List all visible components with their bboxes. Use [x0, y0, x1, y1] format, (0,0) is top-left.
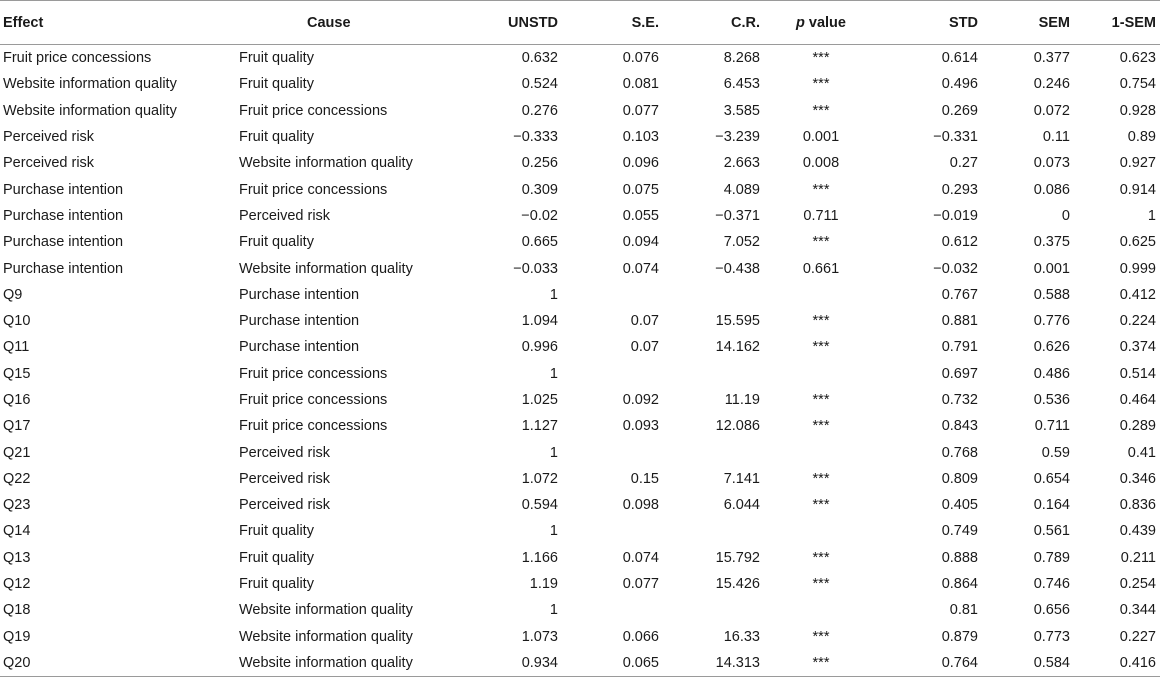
- cell-unstd: 1: [549, 523, 558, 540]
- cell-std: 0.764: [880, 650, 980, 677]
- cell-se: 0.093: [622, 418, 659, 435]
- cell-unstd: 1.094: [521, 313, 558, 330]
- cell-unstd: 0.256: [521, 155, 558, 172]
- cell-cr: 15.595: [715, 313, 760, 330]
- cell-std: 0.888: [941, 549, 978, 566]
- cell-cause: Purchase intention: [239, 313, 360, 330]
- cell-cause: Perceived risk: [239, 444, 331, 461]
- cell-effect: Q21: [3, 444, 31, 461]
- table-row: [0, 203, 1160, 229]
- cell-se: [560, 282, 661, 308]
- cell-one-minus-sem: 0.211: [1120, 549, 1156, 566]
- cell-p-value: ***: [812, 470, 830, 487]
- cell-p-value: 0.661: [802, 260, 840, 277]
- cell-std: 0.732: [941, 392, 978, 408]
- cell-cause: Purchase intention: [239, 339, 360, 356]
- cell-one-minus-sem: 0.412: [1119, 286, 1156, 303]
- cell-sem: 0.789: [1033, 549, 1070, 566]
- cell-p-value: ***: [812, 418, 830, 435]
- cell-std: 0.405: [941, 497, 978, 514]
- cell-sem: 0.656: [1033, 602, 1070, 619]
- cell-sem: 0.776: [1033, 313, 1070, 330]
- cell-p-value: 0.711: [803, 207, 839, 224]
- table-row: [0, 229, 1160, 255]
- cell-se: 0.074: [622, 549, 659, 566]
- cell-cause: Perceived risk: [239, 470, 331, 487]
- cell-sem: 0.072: [1033, 102, 1070, 119]
- cell-one-minus-sem: 0.439: [1119, 523, 1156, 540]
- cell-p-value: [762, 597, 880, 623]
- cell-se: 0.075: [622, 181, 659, 198]
- cell-cr: −0.438: [715, 260, 760, 277]
- cell-p-value: 0.001: [802, 129, 840, 146]
- cell-effect: Q17: [3, 418, 31, 435]
- cell-sem: 0.654: [1033, 470, 1070, 487]
- cell-se: 0.077: [622, 576, 659, 593]
- cell-effect: Q13: [3, 549, 31, 566]
- cell-cr: 3.585: [723, 102, 760, 119]
- cell-one-minus-sem: 0.836: [1119, 497, 1156, 514]
- cell-se: 0.076: [622, 50, 659, 67]
- cell-p-value: ***: [812, 313, 830, 330]
- cell-std: 0.293: [941, 181, 978, 198]
- cell-effect: Perceived risk: [3, 155, 95, 172]
- cell-effect: Q12: [3, 576, 31, 593]
- cell-one-minus-sem: 0.41: [1127, 444, 1156, 461]
- cell-p-value: ***: [812, 576, 830, 593]
- cell-effect: Q11: [3, 339, 30, 356]
- cell-se: 0.065: [560, 650, 661, 677]
- cell-unstd: −0.02: [521, 207, 558, 224]
- cell-cr: 15.792: [715, 549, 760, 566]
- cell-cause: Fruit quality: [239, 523, 314, 540]
- cell-p-value: ***: [812, 102, 830, 119]
- cell-one-minus-sem: 0.224: [1119, 313, 1156, 330]
- cell-se: [560, 361, 661, 387]
- cell-effect: Q9: [3, 286, 23, 303]
- cell-cause: Website information quality: [239, 650, 467, 677]
- cell-sem: 0.588: [1033, 286, 1070, 303]
- cell-std: 0.843: [941, 418, 978, 435]
- cell-unstd: 1.072: [521, 470, 558, 487]
- cell-sem: 0.584: [980, 650, 1072, 677]
- cell-cr: −3.239: [715, 129, 760, 146]
- cell-std: 0.496: [941, 76, 978, 93]
- cell-effect: Purchase intention: [3, 234, 124, 251]
- cell-std: 0.809: [941, 470, 978, 487]
- header-se: S.E.: [560, 1, 661, 45]
- cell-se: 0.074: [622, 260, 659, 277]
- cell-effect: Website information quality: [3, 76, 177, 93]
- cell-se: 0.096: [622, 155, 659, 172]
- header-p-value: [762, 1, 880, 45]
- cell-se: 0.07: [630, 339, 659, 356]
- cell-one-minus-sem: 0.914: [1119, 181, 1156, 198]
- cell-se: [560, 518, 661, 544]
- header-cause: Cause: [239, 1, 467, 45]
- table-row: [0, 71, 1160, 97]
- cell-cr: 14.162: [715, 339, 760, 356]
- cell-std: 0.27: [949, 155, 978, 172]
- cell-sem: 0.536: [1033, 392, 1070, 408]
- cell-cause: Fruit price concessions: [239, 418, 388, 435]
- cell-p-value: [762, 282, 880, 308]
- cell-cr: 7.141: [723, 470, 760, 487]
- table-row: [0, 597, 1160, 623]
- cell-sem: 0.086: [1033, 181, 1070, 198]
- table-row: [0, 176, 1160, 202]
- cell-p-value: ***: [812, 234, 830, 251]
- cell-one-minus-sem: 0.514: [1119, 365, 1156, 382]
- cell-one-minus-sem: 0.625: [1119, 234, 1156, 251]
- cell-cause: Fruit quality: [239, 50, 314, 67]
- cell-cause: Fruit quality: [239, 576, 314, 593]
- header-p-italic: p: [796, 14, 805, 31]
- cell-sem: 0.001: [1033, 260, 1070, 277]
- cell-cause: Website information quality: [239, 260, 413, 277]
- cell-effect: Q15: [3, 365, 31, 382]
- cell-effect: Q22: [3, 470, 31, 487]
- cell-sem: 0.711: [1034, 418, 1070, 435]
- header-one-minus-sem: 1-SEM: [1072, 1, 1160, 45]
- cell-std: −0.032: [933, 260, 978, 277]
- cell-std: 0.697: [941, 365, 978, 382]
- cell-p-value: ***: [812, 549, 830, 566]
- cell-p-value: ***: [762, 650, 880, 677]
- cell-p-value: ***: [812, 497, 830, 514]
- cell-p-value: ***: [812, 392, 830, 408]
- cell-effect: Purchase intention: [3, 181, 124, 198]
- cell-se: 0.07: [630, 313, 659, 330]
- header-sem: SEM: [980, 1, 1072, 45]
- cell-cr: [661, 282, 762, 308]
- cell-unstd: 0.996: [521, 339, 558, 356]
- cell-one-minus-sem: 0.89: [1127, 129, 1156, 146]
- cell-sem: 0.377: [1033, 50, 1070, 67]
- cell-cr: −0.371: [715, 207, 760, 224]
- table-row: [0, 466, 1160, 492]
- table-row: [0, 334, 1160, 360]
- cell-effect: Purchase intention: [3, 207, 124, 224]
- cell-se: 0.15: [630, 470, 659, 487]
- table-row: [0, 545, 1160, 571]
- cell-std: −0.331: [933, 129, 978, 146]
- cell-sem: 0.561: [1033, 523, 1070, 540]
- cell-unstd: 1: [549, 602, 558, 619]
- cell-se: 0.055: [622, 207, 659, 224]
- cell-std: 0.81: [949, 602, 978, 619]
- cell-unstd: 0.276: [521, 102, 558, 119]
- table-row: [0, 124, 1160, 150]
- header-cr: C.R.: [661, 1, 762, 45]
- cell-cr: 6.453: [723, 76, 760, 93]
- cell-sem: 0.59: [1041, 444, 1070, 461]
- cell-sem: 0.626: [1033, 339, 1070, 356]
- header-p-rest: value: [804, 14, 846, 31]
- cell-cause: Fruit price concessions: [239, 392, 388, 408]
- cell-one-minus-sem: 0.346: [1119, 470, 1156, 487]
- cell-std: 0.881: [941, 313, 978, 330]
- table-row: [0, 492, 1160, 518]
- cell-effect: Fruit price concessions: [3, 50, 152, 67]
- cell-effect: Website information quality: [3, 102, 177, 119]
- header-effect: Effect: [0, 1, 239, 45]
- cell-unstd: −0.033: [513, 260, 558, 277]
- cell-unstd: −0.333: [513, 129, 558, 146]
- cell-cause: Fruit quality: [239, 234, 314, 251]
- cell-unstd: 1.025: [521, 392, 558, 408]
- cell-std: 0.767: [941, 286, 978, 303]
- table-row: [0, 150, 1160, 176]
- cell-cause: Fruit quality: [239, 129, 314, 146]
- cell-cr: [661, 439, 762, 465]
- cell-unstd: 1.127: [521, 418, 558, 435]
- cell-one-minus-sem: 0.927: [1119, 155, 1156, 172]
- cell-cause: Fruit price concessions: [239, 181, 388, 198]
- cell-effect: Q20: [0, 650, 239, 677]
- cell-cause: Fruit price concessions: [239, 365, 388, 382]
- cell-se: 0.094: [622, 234, 659, 251]
- cell-se: 0.066: [622, 628, 659, 645]
- cell-sem: 0.246: [1033, 76, 1070, 93]
- cell-std: −0.019: [933, 207, 978, 224]
- cell-one-minus-sem: 0.999: [1119, 260, 1156, 277]
- cell-sem: 0.486: [1033, 365, 1070, 382]
- cell-one-minus-sem: 0.289: [1119, 418, 1156, 435]
- cell-p-value: ***: [812, 76, 830, 93]
- cell-effect: Q14: [3, 523, 31, 540]
- cell-unstd: 1.073: [521, 628, 558, 645]
- cell-effect: Q10: [3, 313, 31, 330]
- cell-std: 0.614: [941, 50, 978, 67]
- cell-cr: 14.313: [661, 650, 762, 677]
- cell-unstd: 1: [549, 286, 558, 303]
- cell-cause: Fruit price concessions: [239, 102, 388, 119]
- cell-sem: 0.773: [1033, 628, 1070, 645]
- cell-std: 0.791: [941, 339, 978, 356]
- cell-cr: 4.089: [723, 181, 760, 198]
- cell-unstd: 1.166: [521, 549, 558, 566]
- cell-unstd: 0.665: [521, 234, 558, 251]
- cell-p-value: [762, 439, 880, 465]
- cell-std: 0.749: [941, 523, 978, 540]
- table-row: [0, 439, 1160, 465]
- table-row: [0, 624, 1160, 650]
- cell-one-minus-sem: 0.754: [1119, 76, 1156, 93]
- cell-se: 0.103: [622, 129, 659, 146]
- cell-sem: 0.11: [1042, 129, 1070, 146]
- table-row: [0, 361, 1160, 387]
- cell-p-value: [762, 518, 880, 544]
- cell-cr: 11.19: [724, 392, 760, 408]
- cell-unstd: 1.19: [529, 576, 558, 593]
- cell-cr: 15.426: [715, 576, 760, 593]
- table-row: [0, 413, 1160, 439]
- cell-cause: Fruit quality: [239, 76, 314, 93]
- cell-one-minus-sem: 0.374: [1119, 339, 1156, 356]
- cell-se: [560, 439, 661, 465]
- cell-cause: Fruit quality: [239, 549, 314, 566]
- cell-cr: [661, 361, 762, 387]
- cell-one-minus-sem: 0.416: [1072, 650, 1160, 677]
- cell-p-value: ***: [812, 628, 830, 645]
- cell-se: 0.098: [622, 497, 659, 514]
- cell-cause: Website information quality: [239, 628, 413, 645]
- cell-unstd: 1: [549, 444, 558, 461]
- cell-p-value: 0.008: [802, 155, 840, 172]
- cell-one-minus-sem: 0.623: [1119, 50, 1156, 67]
- cell-unstd: 0.594: [521, 497, 558, 514]
- header-std: STD: [880, 1, 980, 45]
- cell-std: 0.879: [941, 628, 978, 645]
- cell-cr: 16.33: [723, 628, 760, 645]
- cell-unstd: 0.632: [521, 50, 558, 67]
- cell-one-minus-sem: 0.344: [1119, 602, 1156, 619]
- cell-p-value: ***: [812, 181, 830, 198]
- cell-one-minus-sem: 0.928: [1119, 102, 1156, 119]
- cell-cr: 2.663: [723, 155, 760, 172]
- cell-se: 0.081: [622, 76, 659, 93]
- cell-effect: Q23: [3, 497, 31, 514]
- cell-std: 0.768: [941, 444, 978, 461]
- cell-cr: [661, 597, 762, 623]
- cell-sem: 0.746: [1033, 576, 1070, 593]
- table-body: [0, 45, 1160, 677]
- table-row: [0, 282, 1160, 308]
- cell-sem: 0.164: [1033, 497, 1070, 514]
- cell-std: 0.612: [941, 234, 978, 251]
- cell-se: [560, 597, 661, 623]
- cell-cr: 6.044: [723, 497, 760, 514]
- cell-cr: 12.086: [715, 418, 760, 435]
- table-row: [0, 255, 1160, 281]
- cell-cr: 8.268: [723, 50, 760, 67]
- cell-one-minus-sem: 0.464: [1119, 392, 1156, 408]
- cell-unstd: 1: [549, 365, 558, 382]
- cell-std: 0.269: [941, 102, 978, 119]
- cell-one-minus-sem: 1: [1147, 207, 1156, 224]
- cell-se: 0.077: [622, 102, 659, 119]
- cell-unstd: 0.524: [521, 76, 558, 93]
- cell-cause: Perceived risk: [239, 497, 331, 514]
- table-row: [0, 45, 1160, 72]
- cell-se: 0.092: [622, 392, 659, 408]
- cell-cause: Website information quality: [239, 155, 413, 172]
- header-row: [0, 1, 1160, 45]
- header-unstd: UNSTD: [467, 1, 560, 45]
- cell-effect: Q18: [3, 602, 31, 619]
- table-row: [0, 518, 1160, 544]
- cell-p-value: ***: [812, 50, 830, 67]
- cell-sem: 0.073: [1033, 155, 1070, 172]
- cell-sem: 0: [1061, 207, 1070, 224]
- cell-effect: Perceived risk: [3, 129, 95, 146]
- cell-one-minus-sem: 0.227: [1119, 628, 1156, 645]
- cell-one-minus-sem: 0.254: [1119, 576, 1156, 593]
- cell-cause: Purchase intention: [239, 286, 360, 303]
- table-row: [0, 571, 1160, 597]
- cell-cr: 7.052: [723, 234, 760, 251]
- cell-unstd: 0.309: [521, 181, 558, 198]
- table-row: [0, 308, 1160, 334]
- cell-p-value: [762, 361, 880, 387]
- cell-cause: Perceived risk: [239, 207, 331, 224]
- cell-p-value: ***: [812, 339, 830, 356]
- cell-effect: Q16: [3, 392, 31, 408]
- table-row: [0, 387, 1160, 413]
- cell-cause: Website information quality: [239, 602, 413, 619]
- cell-effect: Purchase intention: [3, 260, 124, 277]
- cell-sem: 0.375: [1033, 234, 1070, 251]
- cell-cr: [661, 518, 762, 544]
- cell-effect: Q19: [3, 628, 31, 645]
- cell-unstd: 0.934: [467, 650, 560, 677]
- table-row: [0, 650, 1160, 677]
- cell-std: 0.864: [941, 576, 978, 593]
- table-row: [0, 98, 1160, 124]
